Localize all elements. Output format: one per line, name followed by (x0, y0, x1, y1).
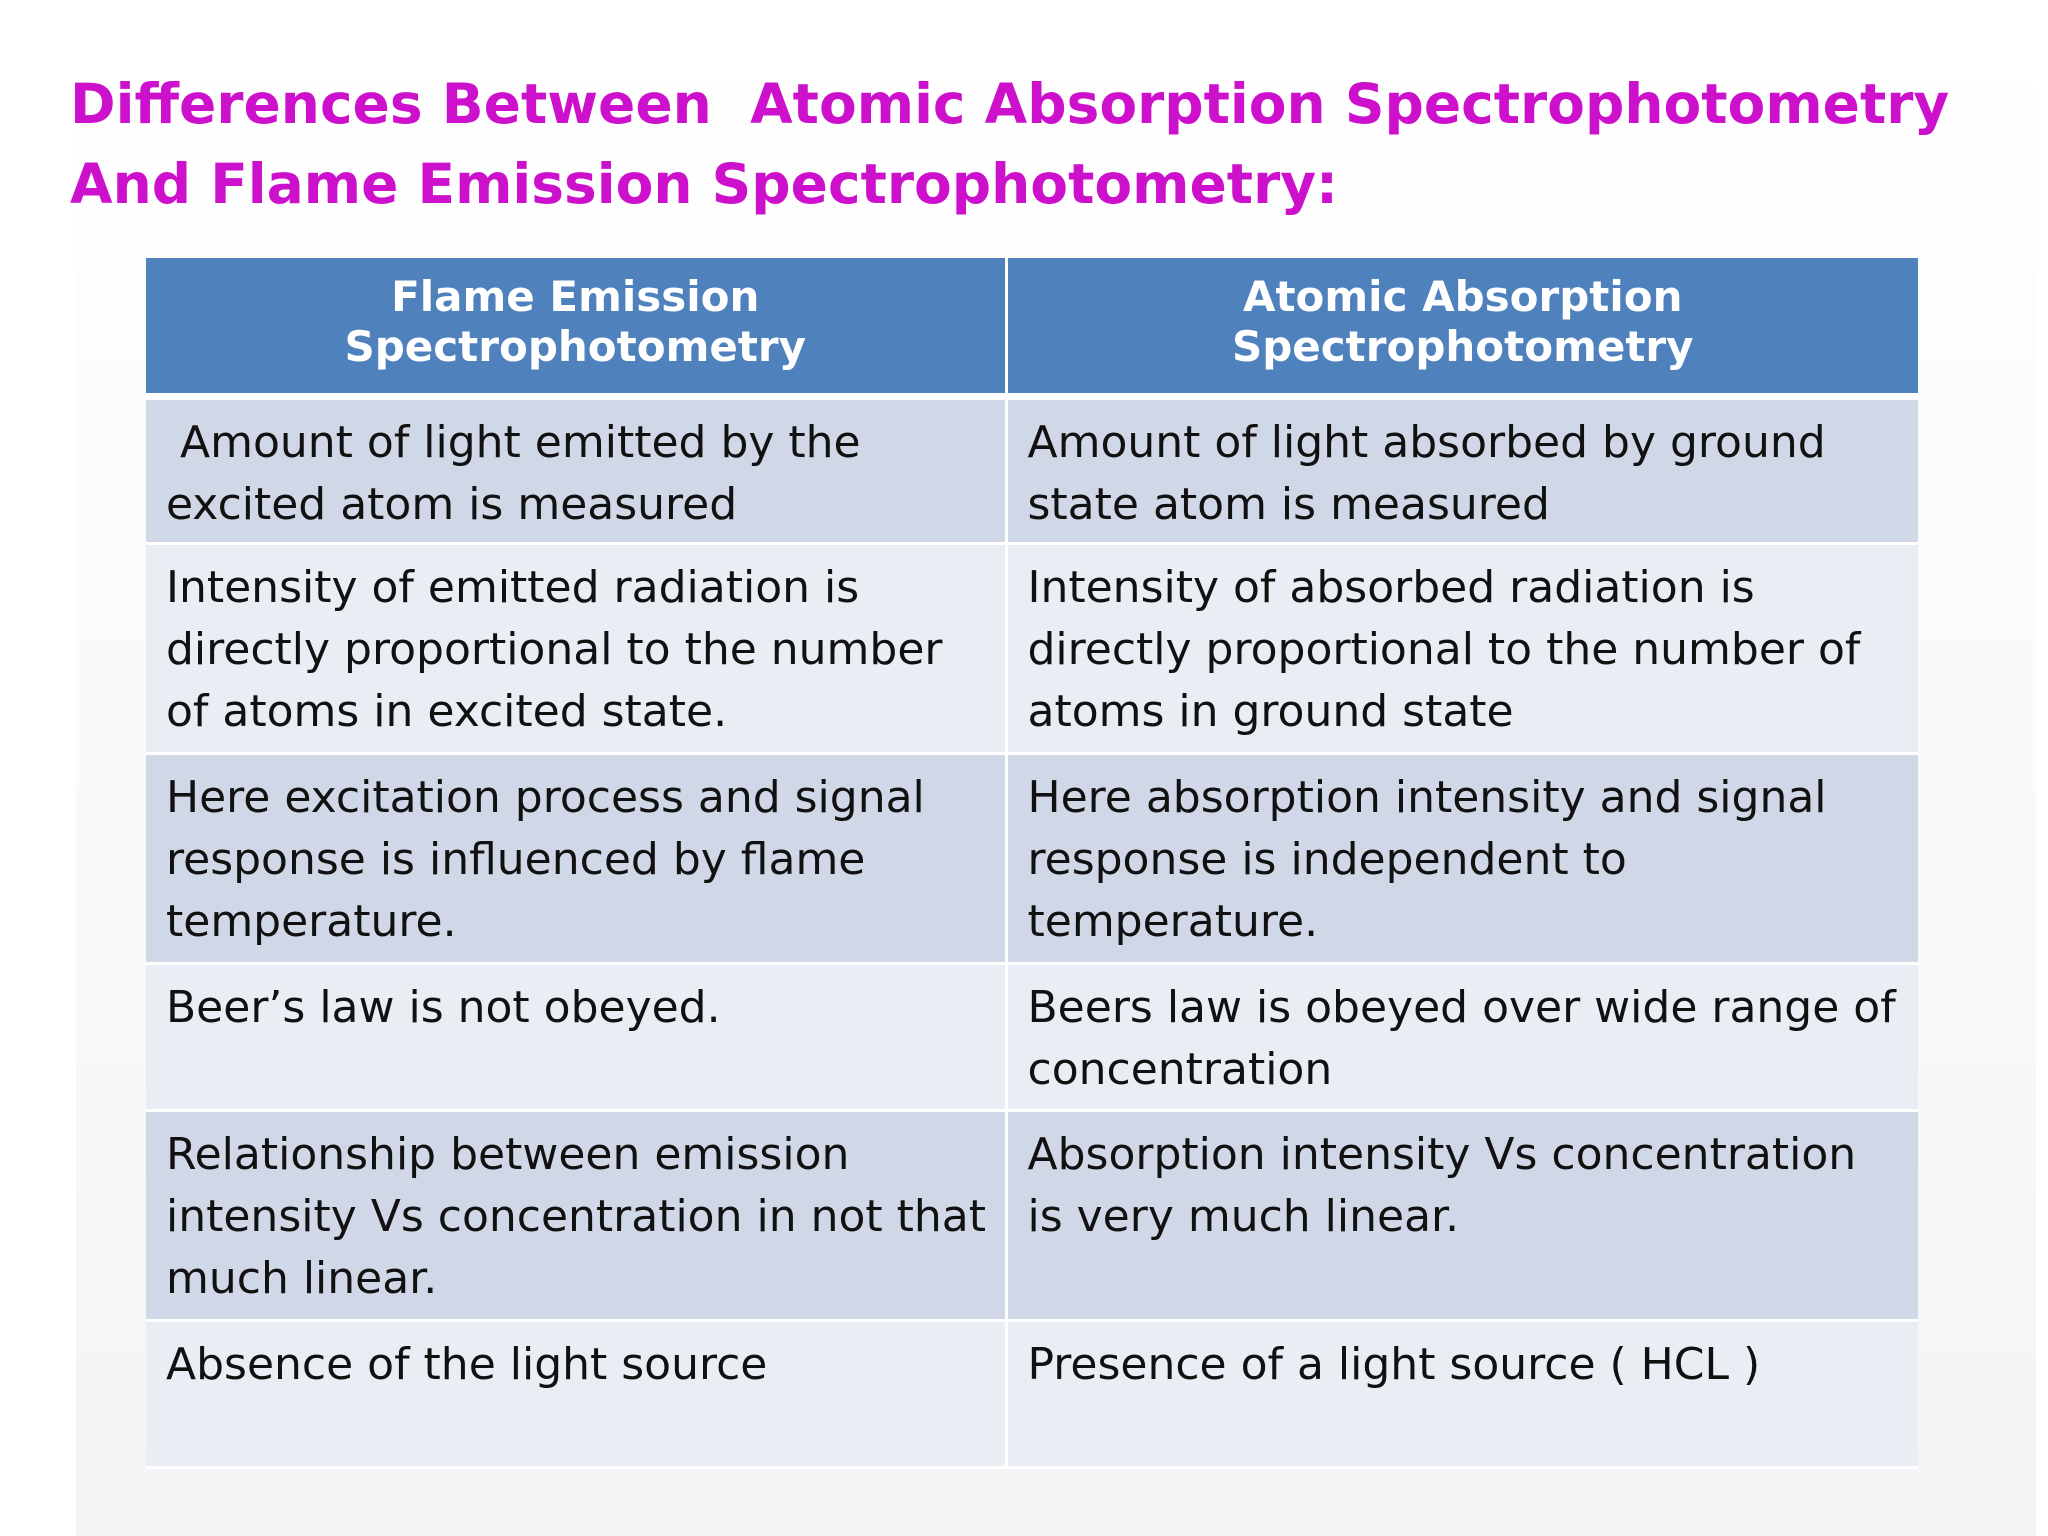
fes-cell: Amount of light emitted by the excited atom is measured (146, 396, 1006, 543)
table-row (146, 1320, 1918, 1467)
aas-cell: Presence of a light source ( HCL ) (1006, 1320, 1918, 1467)
aas-cell: Amount of light absorbed by ground state atom is measured (1006, 396, 1918, 543)
aas-cell: Intensity of absorbed radiation is directly proportional to the number of atoms in ground state (1006, 543, 1918, 753)
fes-cell: Intensity of emitted radiation is directly proportional to the number of atoms in excited state. (146, 543, 1006, 753)
aas-cell: Absorption intensity Vs concentration is very much linear. (1006, 1110, 1918, 1320)
fes-cell: Relationship between emission intensity Vs concentration in not that much linear. (146, 1110, 1006, 1320)
fes-cell: Beer’s law is not obeyed. (146, 963, 1006, 1110)
header-flame-emission: Flame Emission Spectrophotometry (146, 258, 1006, 396)
table-row (146, 753, 1918, 963)
fes-cell: Absence of the light source (146, 1320, 1006, 1467)
slide-title (70, 64, 1970, 224)
table-header-row (146, 258, 1918, 396)
table-row (146, 396, 1918, 543)
table-row (146, 543, 1918, 753)
aas-cell: Beers law is obeyed over wide range of concentration (1006, 963, 1918, 1110)
fes-cell: Here excitation process and signal response is influenced by flame temperature. (146, 753, 1006, 963)
slide-title-line-2: And Flame Emission Spectrophotometry: (70, 152, 1339, 216)
table-row (146, 963, 1918, 1110)
slide-title-line-1: Differences Between Atomic Absorption Spectrophotometry (70, 72, 1950, 136)
table-row (146, 1110, 1918, 1320)
aas-cell: Here absorption intensity and signal response is independent to temperature. (1006, 753, 1918, 963)
comparison-table (146, 258, 1918, 1469)
header-atomic-absorption: Atomic Absorption Spectrophotometry (1006, 258, 1918, 396)
